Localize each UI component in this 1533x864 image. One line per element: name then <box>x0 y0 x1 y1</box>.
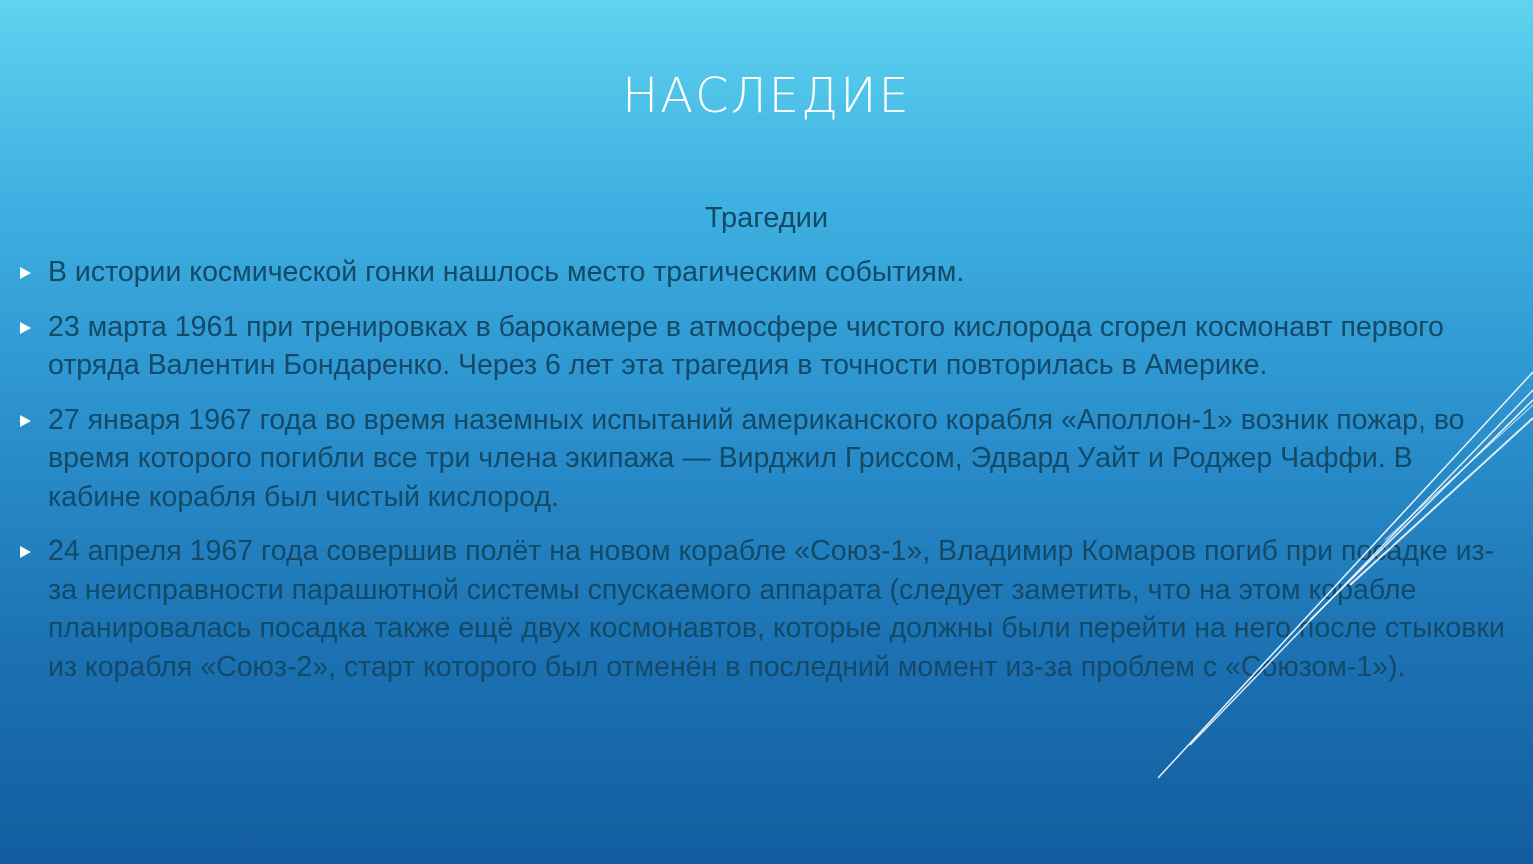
bullet-text: 23 марта 1961 при тренировках в барокамере в атмосфере чистого кислорода сгорел космонавт первого отряда Валентин Бондаренко. Через 6 лет эта трагедия в точности повторилась в Америке. <box>48 310 1444 381</box>
bullet-text: 27 января 1967 года во время наземных испытаний американского корабля «Аполлон-1» возник пожар, во время которого погибли все три члена экипажа — Вирджил Гриссом, Эдвард Уайт и Роджер Чаффи. В кабине корабля был чистый кислород. <box>48 403 1465 513</box>
triangle-bullet-icon <box>20 322 31 334</box>
triangle-bullet-icon <box>20 267 31 279</box>
bullet-text: 24 апреля 1967 года совершив полёт на новом корабле «Союз-1», Владимир Комаров погиб при посадке из-за неисправности парашютной системы спускаемого аппарата (следует заметить, что на этом корабле планировалась посадка также ещё двух космонавтов, которые должны были перейти на него после стыковки из корабля «Союз-2», старт которого был отменён в последний момент из-за проблем с «Союзом-1»). <box>48 535 1505 683</box>
triangle-bullet-icon <box>20 415 31 427</box>
slide-title: НАСЛЕДИЕ <box>622 68 911 124</box>
bullet-list <box>20 253 1510 702</box>
bullet-item <box>20 308 1510 385</box>
bullet-item <box>20 532 1510 686</box>
triangle-bullet-icon <box>20 546 31 558</box>
bullet-item <box>20 401 1510 517</box>
slide-subtitle: Трагедии <box>704 202 829 234</box>
bullet-item <box>20 253 1510 292</box>
bullet-text: В истории космической гонки нашлось место трагическим событиям. <box>48 256 965 288</box>
